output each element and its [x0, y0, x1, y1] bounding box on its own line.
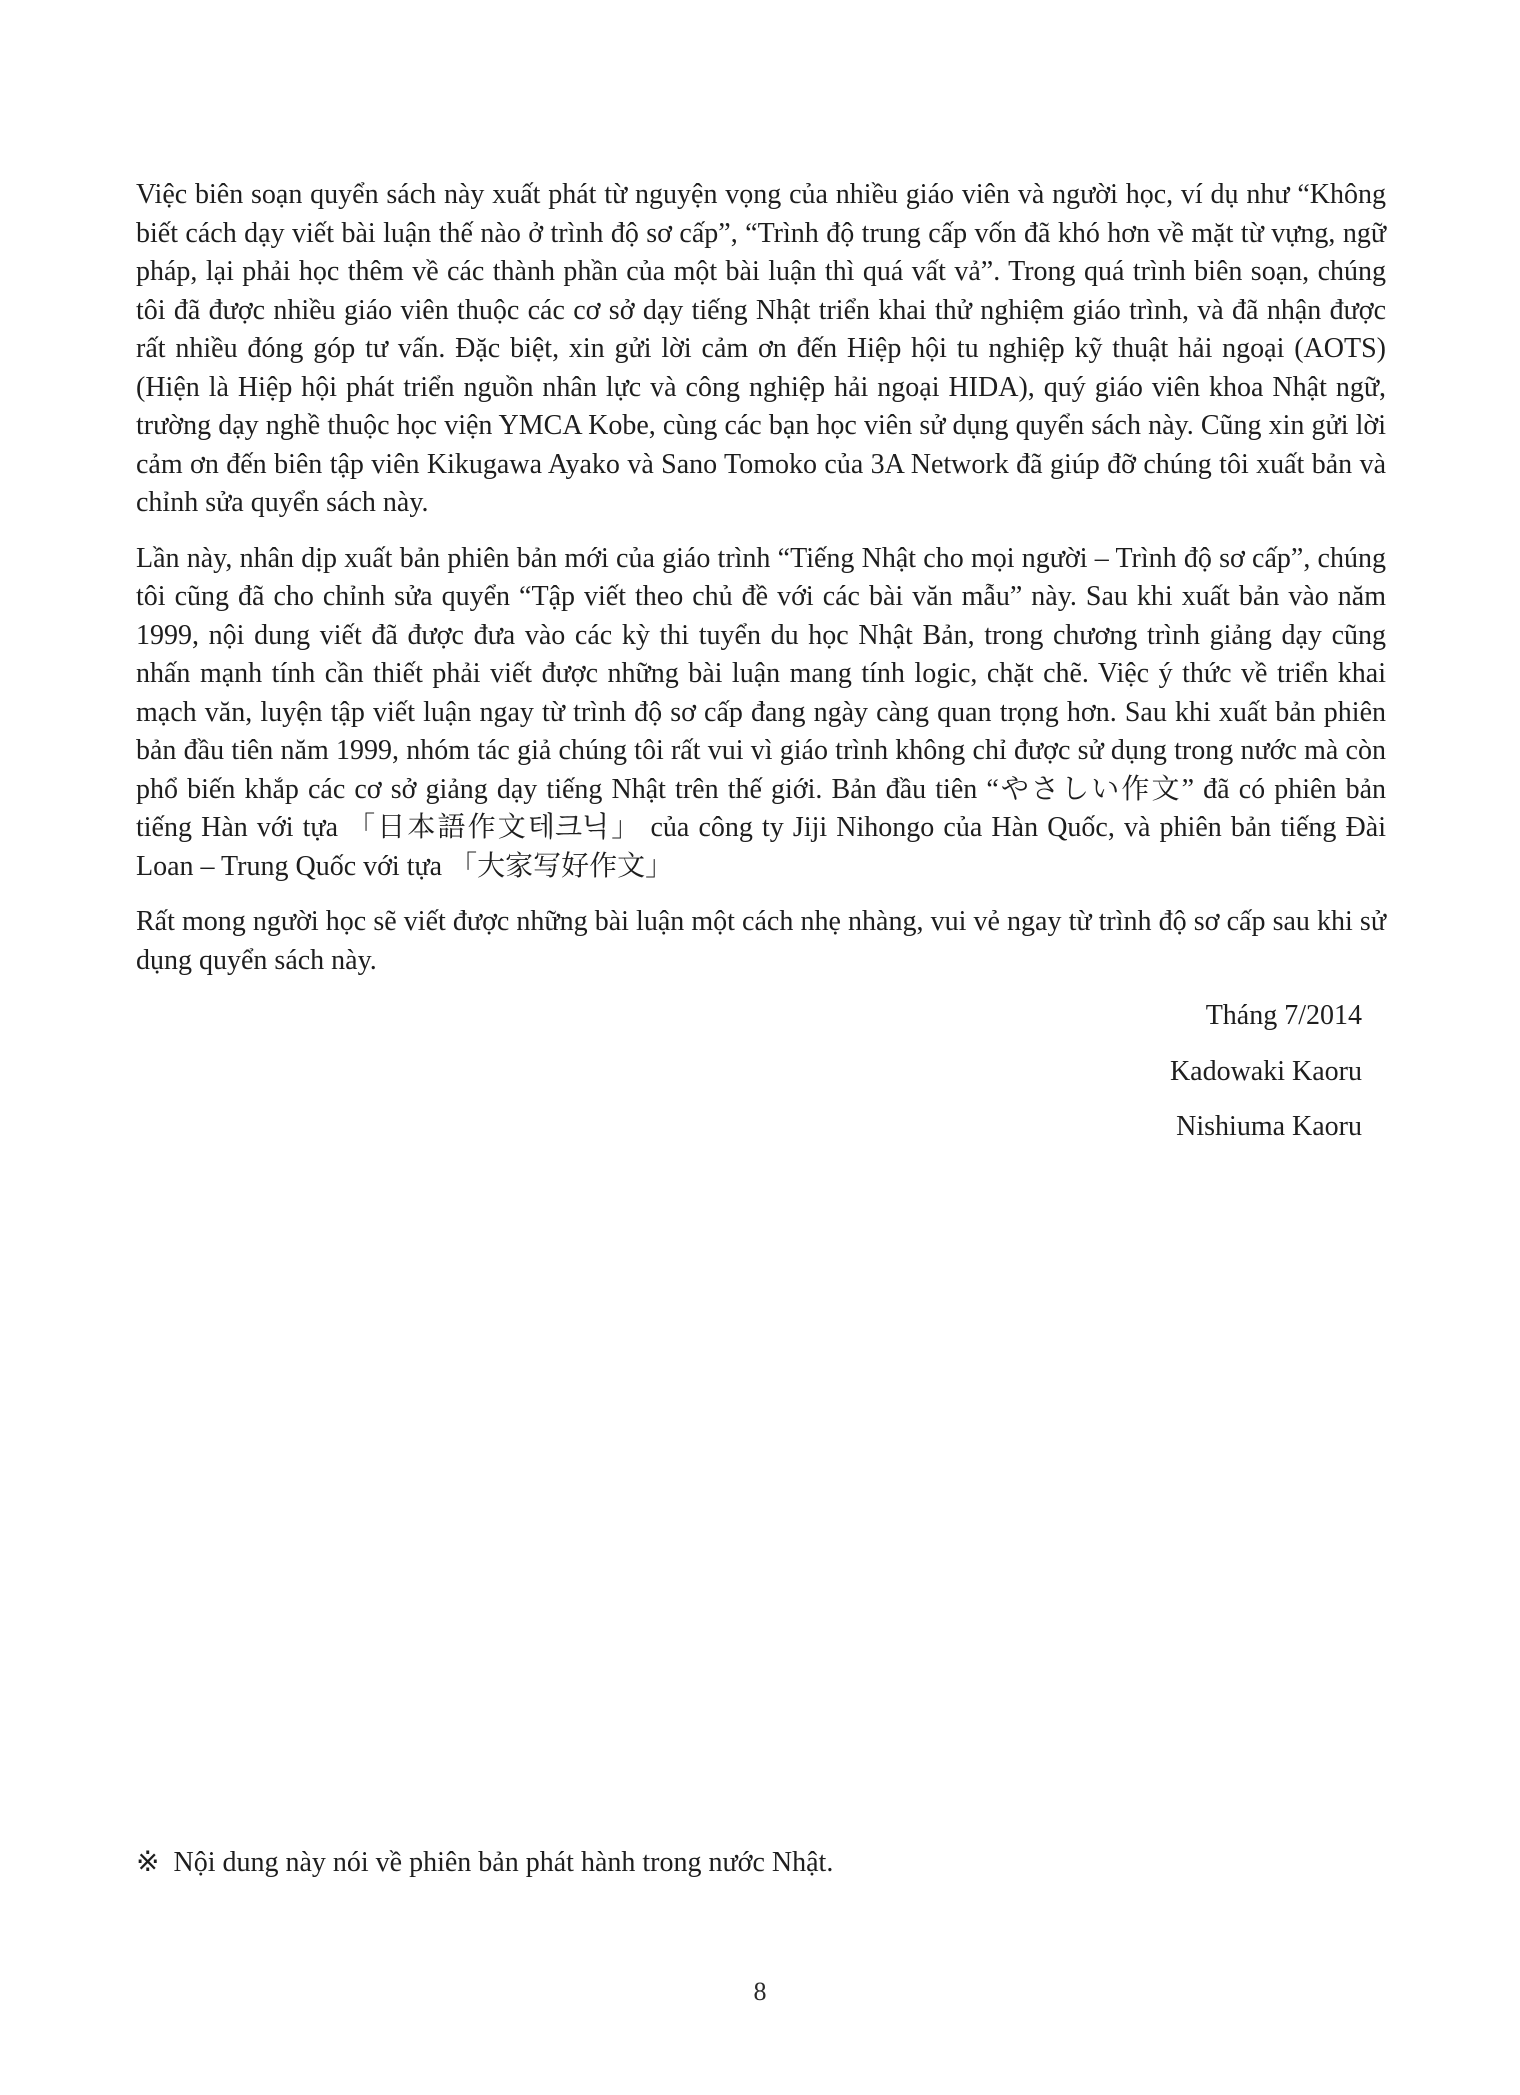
signature-author-2: Nishiuma Kaoru [1176, 1111, 1362, 1142]
page-body [136, 176, 1386, 1164]
body-paragraph-1: Việc biên soạn quyển sách này xuất phát từ nguyện vọng của nhiều giáo viên và người học, ví dụ như “Không biết cách dạy viết bài luận thế nào ở trình độ sơ cấp”, “Trình độ trung cấp vốn đã khó hơn về mặt từ vựng, ngữ pháp, lại phải học thêm về các thành phần của một bài luận thì quá vất vả”. Trong quá trình biên soạn, chúng tôi đã được nhiều giáo viên thuộc các cơ sở dạy tiếng Nhật triển khai thử nghiệm giáo trình, và đã nhận được rất nhiều đóng góp tư vấn. Đặc biệt, xin gửi lời cảm ơn đến Hiệp hội tu nghiệp kỹ thuật hải ngoại (AOTS) (Hiện là Hiệp hội phát triển nguồn nhân lực và công nghiệp hải ngoại HIDA), quý giáo viên khoa Nhật ngữ, trường dạy nghề thuộc học viện YMCA Kobe, cùng các bạn học viên sử dụng quyển sách này. Cũng xin gửi lời cảm ơn đến biên tập viên Kikugawa Ayako và Sano Tomoko của 3A Network đã giúp đỡ chúng tôi xuất bản và chỉnh sửa quyển sách này. [136, 179, 1386, 518]
footnote-text: Nội dung này nói về phiên bản phát hành trong nước Nhật. [173, 1847, 834, 1878]
signature-date: Tháng 7/2014 [1205, 1000, 1362, 1031]
body-paragraph-3: Rất mong người học sẽ viết được những bài luận một cách nhẹ nhàng, vui vẻ ngay từ trình độ sơ cấp sau khi sử dụng quyển sách này. [136, 906, 1386, 976]
footnote [136, 1844, 1386, 1883]
reference-mark-icon: ※ [136, 1847, 160, 1878]
page-number: 8 [753, 1977, 767, 2006]
signature-block [136, 997, 1386, 1147]
body-paragraph-2: Lần này, nhân dịp xuất bản phiên bản mới của giáo trình “Tiếng Nhật cho mọi người – Trình độ sơ cấp”, chúng tôi cũng đã cho chỉnh sửa quyển “Tập viết theo chủ đề với các bài văn mẫu” này. Sau khi xuất bản vào năm 1999, nội dung viết đã được đưa vào các kỳ thi tuyển du học Nhật Bản, trong chương trình giảng dạy cũng nhấn mạnh tính cần thiết phải viết được những bài luận mang tính logic, chặt chẽ. Việc ý thức về triển khai mạch văn, luyện tập viết luận ngay từ trình độ sơ cấp đang ngày càng quan trọng hơn. Sau khi xuất bản phiên bản đầu tiên năm 1999, nhóm tác giả chúng tôi rất vui vì giáo trình không chỉ được sử dụng trong nước mà còn phổ biến khắp các cơ sở giảng dạy tiếng Nhật trên thế giới. Bản đầu tiên “やさしい作文” đã có phiên bản tiếng Hàn với tựa 「日本語作文테크닉」 của công ty Jiji Nihongo của Hàn Quốc, và phiên bản tiếng Đài Loan – Trung Quốc với tựa 「大家写好作文」 [136, 542, 1386, 882]
signature-author-1: Kadowaki Kaoru [1169, 1055, 1362, 1087]
